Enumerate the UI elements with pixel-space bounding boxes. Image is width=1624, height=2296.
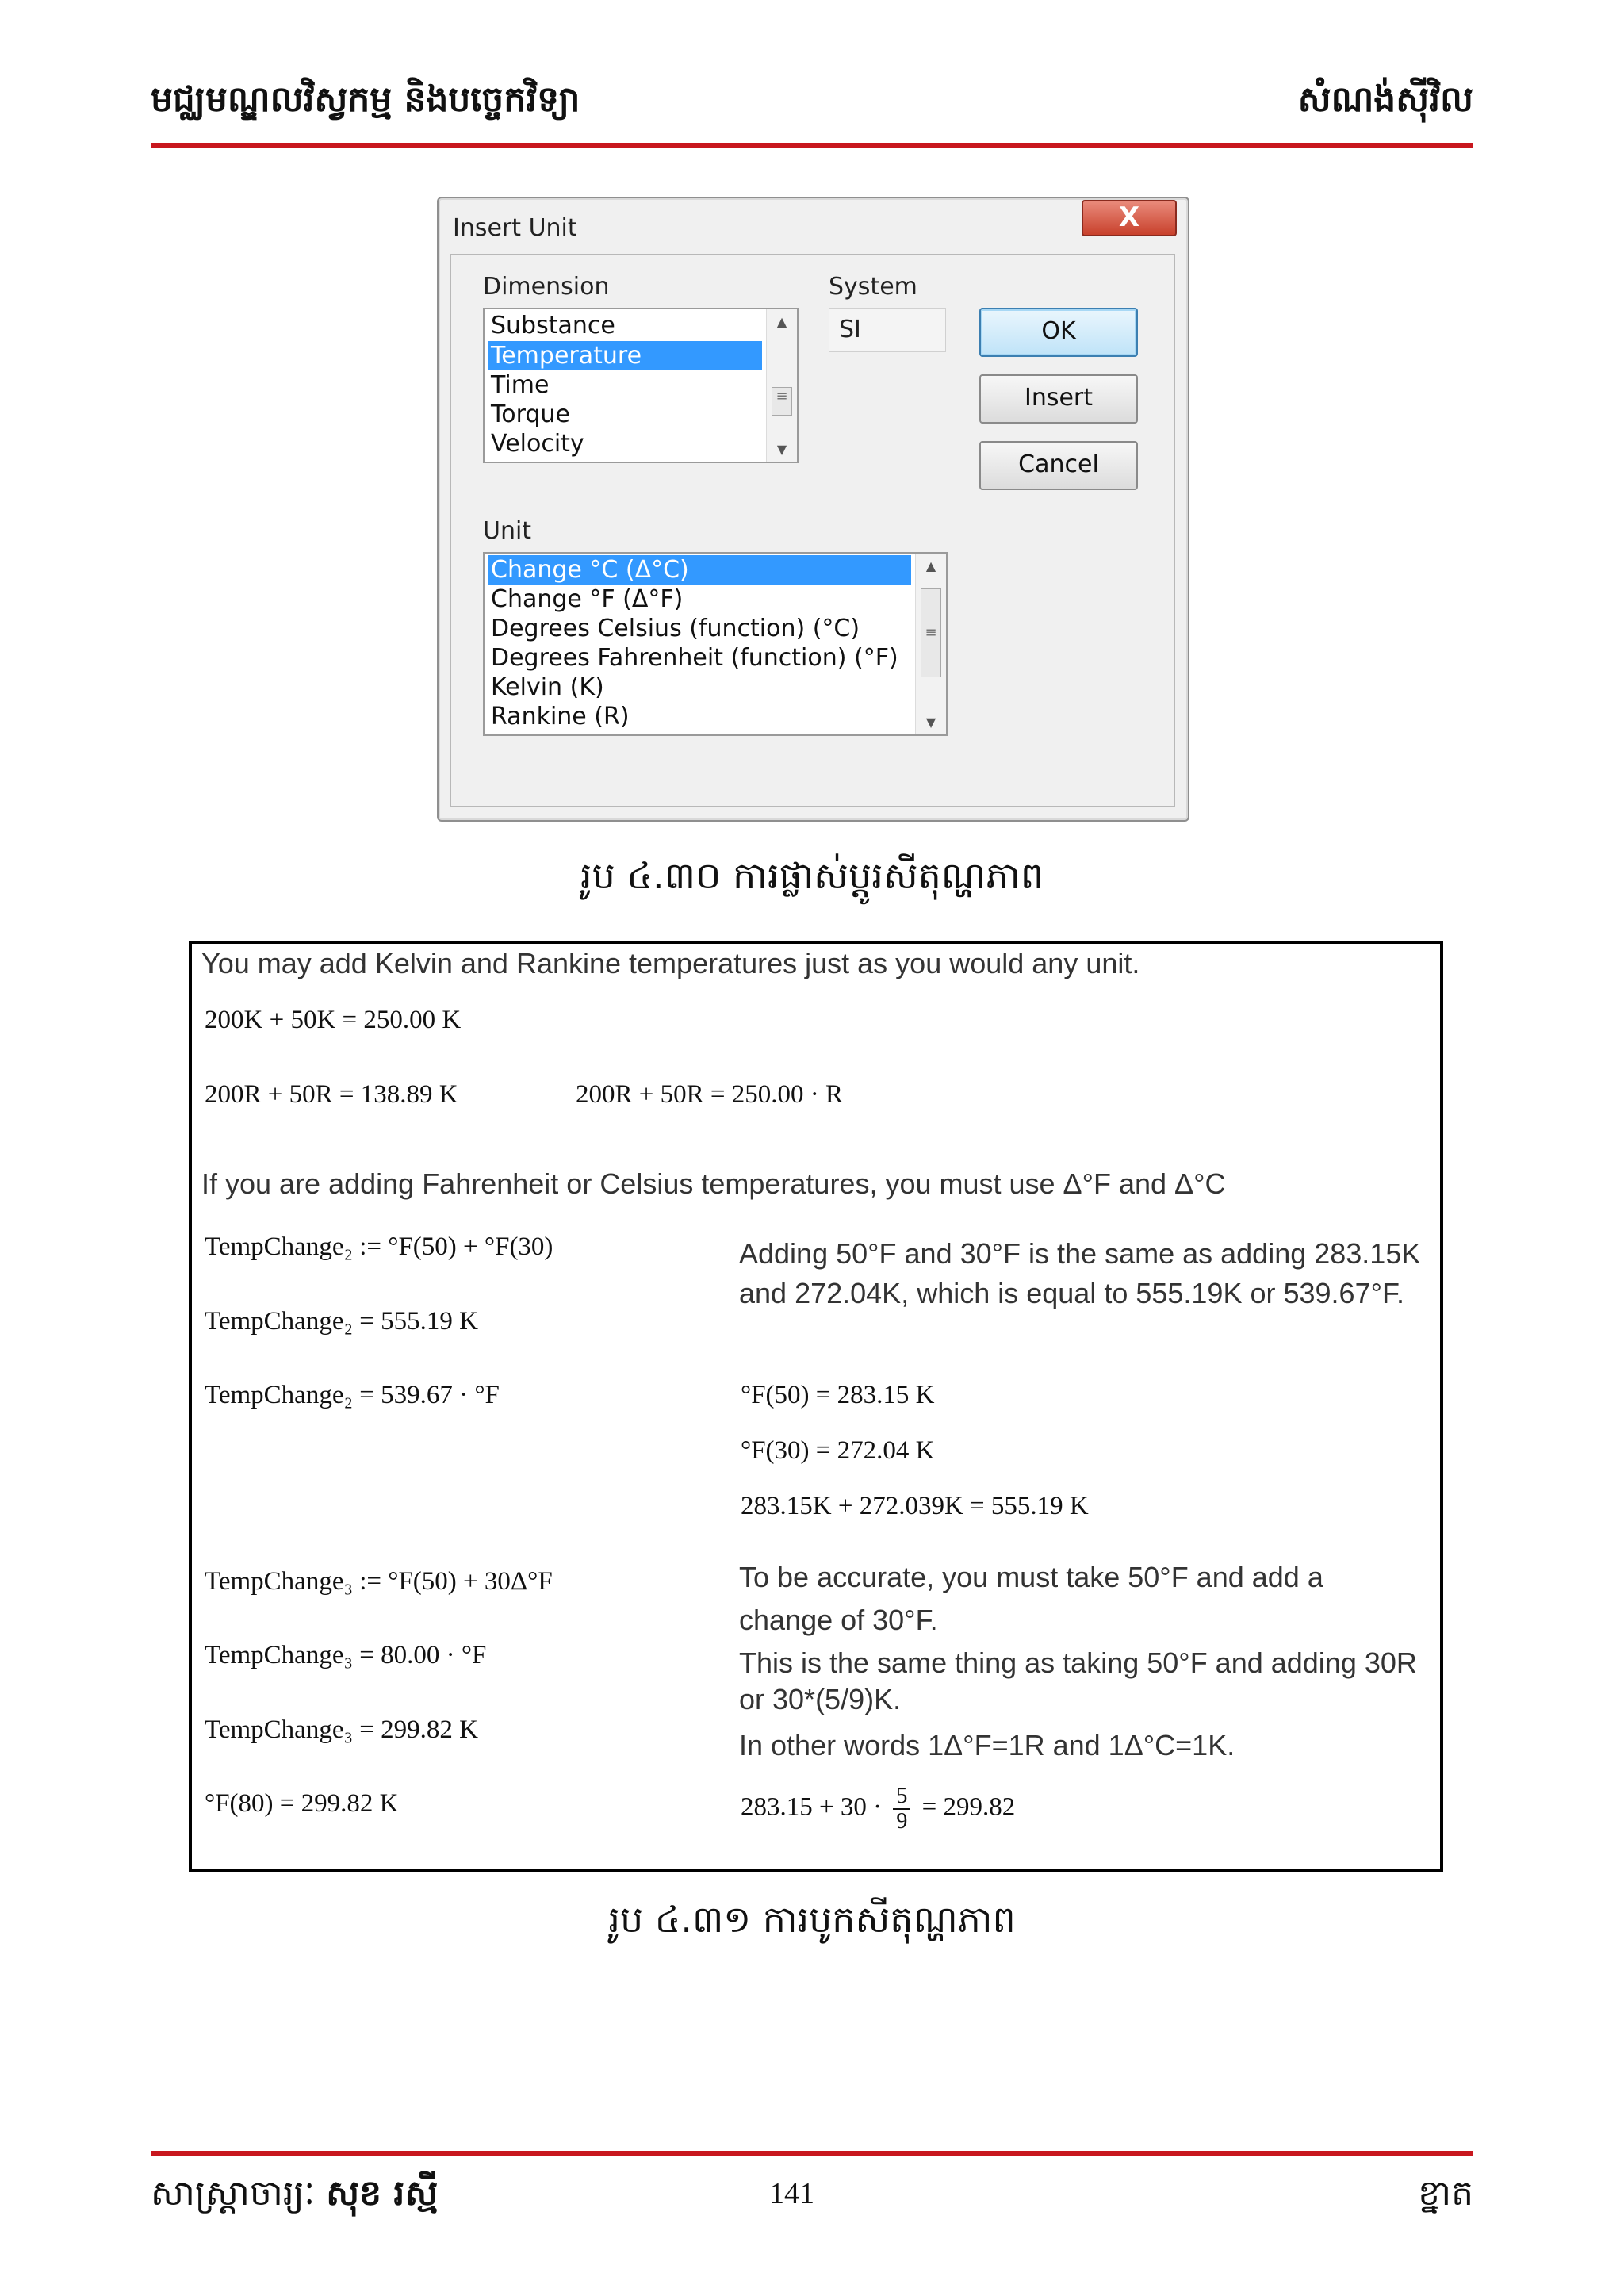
unit-item-rankine[interactable]: Rankine (R) (491, 703, 630, 730)
dimension-item-substance[interactable]: Substance (491, 312, 615, 339)
equation-f80: °F(80) = 299.82 K (205, 1789, 399, 1818)
unit-listbox[interactable] (483, 552, 948, 736)
footer-right: ខ្នាត (1418, 2173, 1473, 2214)
header-title-right: សំណង់ស៊ីវិល (1297, 79, 1473, 120)
footer-author-name: សុខ រស្មី (326, 2173, 439, 2214)
unit-item-change-f[interactable]: Change °F (Δ°F) (491, 585, 684, 613)
equation-kelvin-sum: 200K + 50K = 250.00 K (205, 1006, 462, 1034)
unit-item-change-c[interactable]: Change °C (Δ°C) (488, 555, 911, 585)
header-divider (151, 143, 1473, 148)
unit-item-degrees-celsius[interactable]: Degrees Celsius (function) (°C) (491, 615, 860, 642)
tempchange3-kelvin: TempChange₃ = 299.82 K (205, 1715, 478, 1744)
fraction-denominator: 9 (896, 1809, 908, 1834)
equation-final (741, 1784, 1015, 1834)
ok-button[interactable]: OK (979, 308, 1138, 357)
footer-author-prefix: សាស្ត្រាចារ្យៈ (151, 2173, 316, 2214)
dimension-item-velocity[interactable]: Velocity (491, 430, 584, 458)
system-label: System (829, 273, 917, 301)
tempchange2-definition: TempChange₂ := °F(50) + °F(30) (205, 1232, 553, 1261)
note-adding-fahrenheit: Adding 50°F and 30°F is the same as adding 283.15K and 272.04K, which is equal to 555.19K or 539.67°F. (739, 1237, 1421, 1309)
tempchange3-fahrenheit: TempChange₃ = 80.00 · °F (205, 1641, 487, 1669)
note-accurate: To be accurate, you must take 50°F and add a change of 30°F. (739, 1561, 1323, 1636)
equation-f30: °F(30) = 272.04 K (741, 1436, 935, 1465)
close-button[interactable] (1082, 200, 1177, 236)
dialog-body (450, 254, 1175, 807)
footer-divider (151, 2151, 1473, 2156)
note-same-thing: This is the same thing as taking 50°F and adding 30R or 30*(5/9)K. (739, 1646, 1417, 1715)
scroll-thumb[interactable]: ≡ (772, 387, 792, 416)
unit-scrollbar[interactable] (915, 554, 946, 734)
note-other-words: In other words 1Δ°F=1R and 1Δ°C=1K. (739, 1729, 1235, 1761)
scroll-down-icon[interactable]: ▼ (776, 442, 787, 457)
scroll-thumb[interactable]: ≡ (921, 588, 941, 677)
page-number: 141 (769, 2177, 814, 2210)
insert-unit-dialog (437, 197, 1189, 822)
figure-caption-2: រូប ៤.៣១ ការបូកសីតុណ្ហភាព (608, 1898, 1016, 1941)
figure-caption-1: រូប ៤.៣០ ការផ្លាស់ប្តូរសីតុណ្ហភាព (580, 854, 1044, 897)
equation-rankine-sum-r: 200R + 50R = 250.00 · R (576, 1080, 843, 1109)
unit-label: Unit (483, 517, 532, 545)
unit-item-kelvin[interactable]: Kelvin (K) (491, 673, 604, 701)
dimension-item-time[interactable]: Time (491, 371, 550, 399)
equation-rankine-sum-k: 200R + 50R = 138.89 K (205, 1080, 458, 1109)
scroll-down-icon[interactable]: ▼ (925, 715, 936, 730)
cancel-button[interactable]: Cancel (979, 441, 1138, 490)
close-icon: X (1118, 201, 1140, 233)
dimension-label: Dimension (483, 273, 610, 301)
footer-author (151, 2171, 438, 2222)
dialog-title: Insert Unit (453, 214, 577, 242)
fraction-numerator: 5 (893, 1784, 910, 1810)
dimension-item-temperature[interactable]: Temperature (488, 341, 762, 370)
dimension-scrollbar[interactable] (766, 309, 797, 462)
unit-item-degrees-fahrenheit[interactable]: Degrees Fahrenheit (function) (°F) (491, 644, 898, 672)
dimension-listbox[interactable] (483, 308, 799, 463)
temperature-addition-figure (189, 941, 1443, 1872)
system-field: SI (829, 308, 946, 352)
tempchange3-definition: TempChange₃ := °F(50) + 30Δ°F (205, 1567, 553, 1596)
fraction-five-ninths (893, 1784, 910, 1834)
scroll-up-icon[interactable]: ▲ (925, 558, 936, 573)
scroll-up-icon[interactable]: ▲ (776, 314, 787, 329)
dimension-item-torque[interactable]: Torque (491, 401, 570, 428)
equation-final-left: 283.15 + 30 · (741, 1792, 883, 1822)
figure-intro-2: If you are adding Fahrenheit or Celsius temperatures, you must use Δ°F and Δ°C (201, 1167, 1226, 1200)
equation-sum-kelvin: 283.15K + 272.039K = 555.19 K (741, 1492, 1089, 1520)
tempchange2-fahrenheit: TempChange₂ = 539.67 · °F (205, 1381, 500, 1409)
equation-final-right: = 299.82 (921, 1792, 1016, 1822)
insert-button[interactable]: Insert (979, 374, 1138, 424)
tempchange2-kelvin: TempChange₂ = 555.19 K (205, 1307, 478, 1336)
header-title-left: មជ្ឈមណ្ឌលវិស្វកម្ម និងបច្ចេកវិទ្យា (151, 79, 580, 120)
equation-f50: °F(50) = 283.15 K (741, 1381, 935, 1409)
figure-intro: You may add Kelvin and Rankine temperatures just as you would any unit. (201, 947, 1140, 979)
